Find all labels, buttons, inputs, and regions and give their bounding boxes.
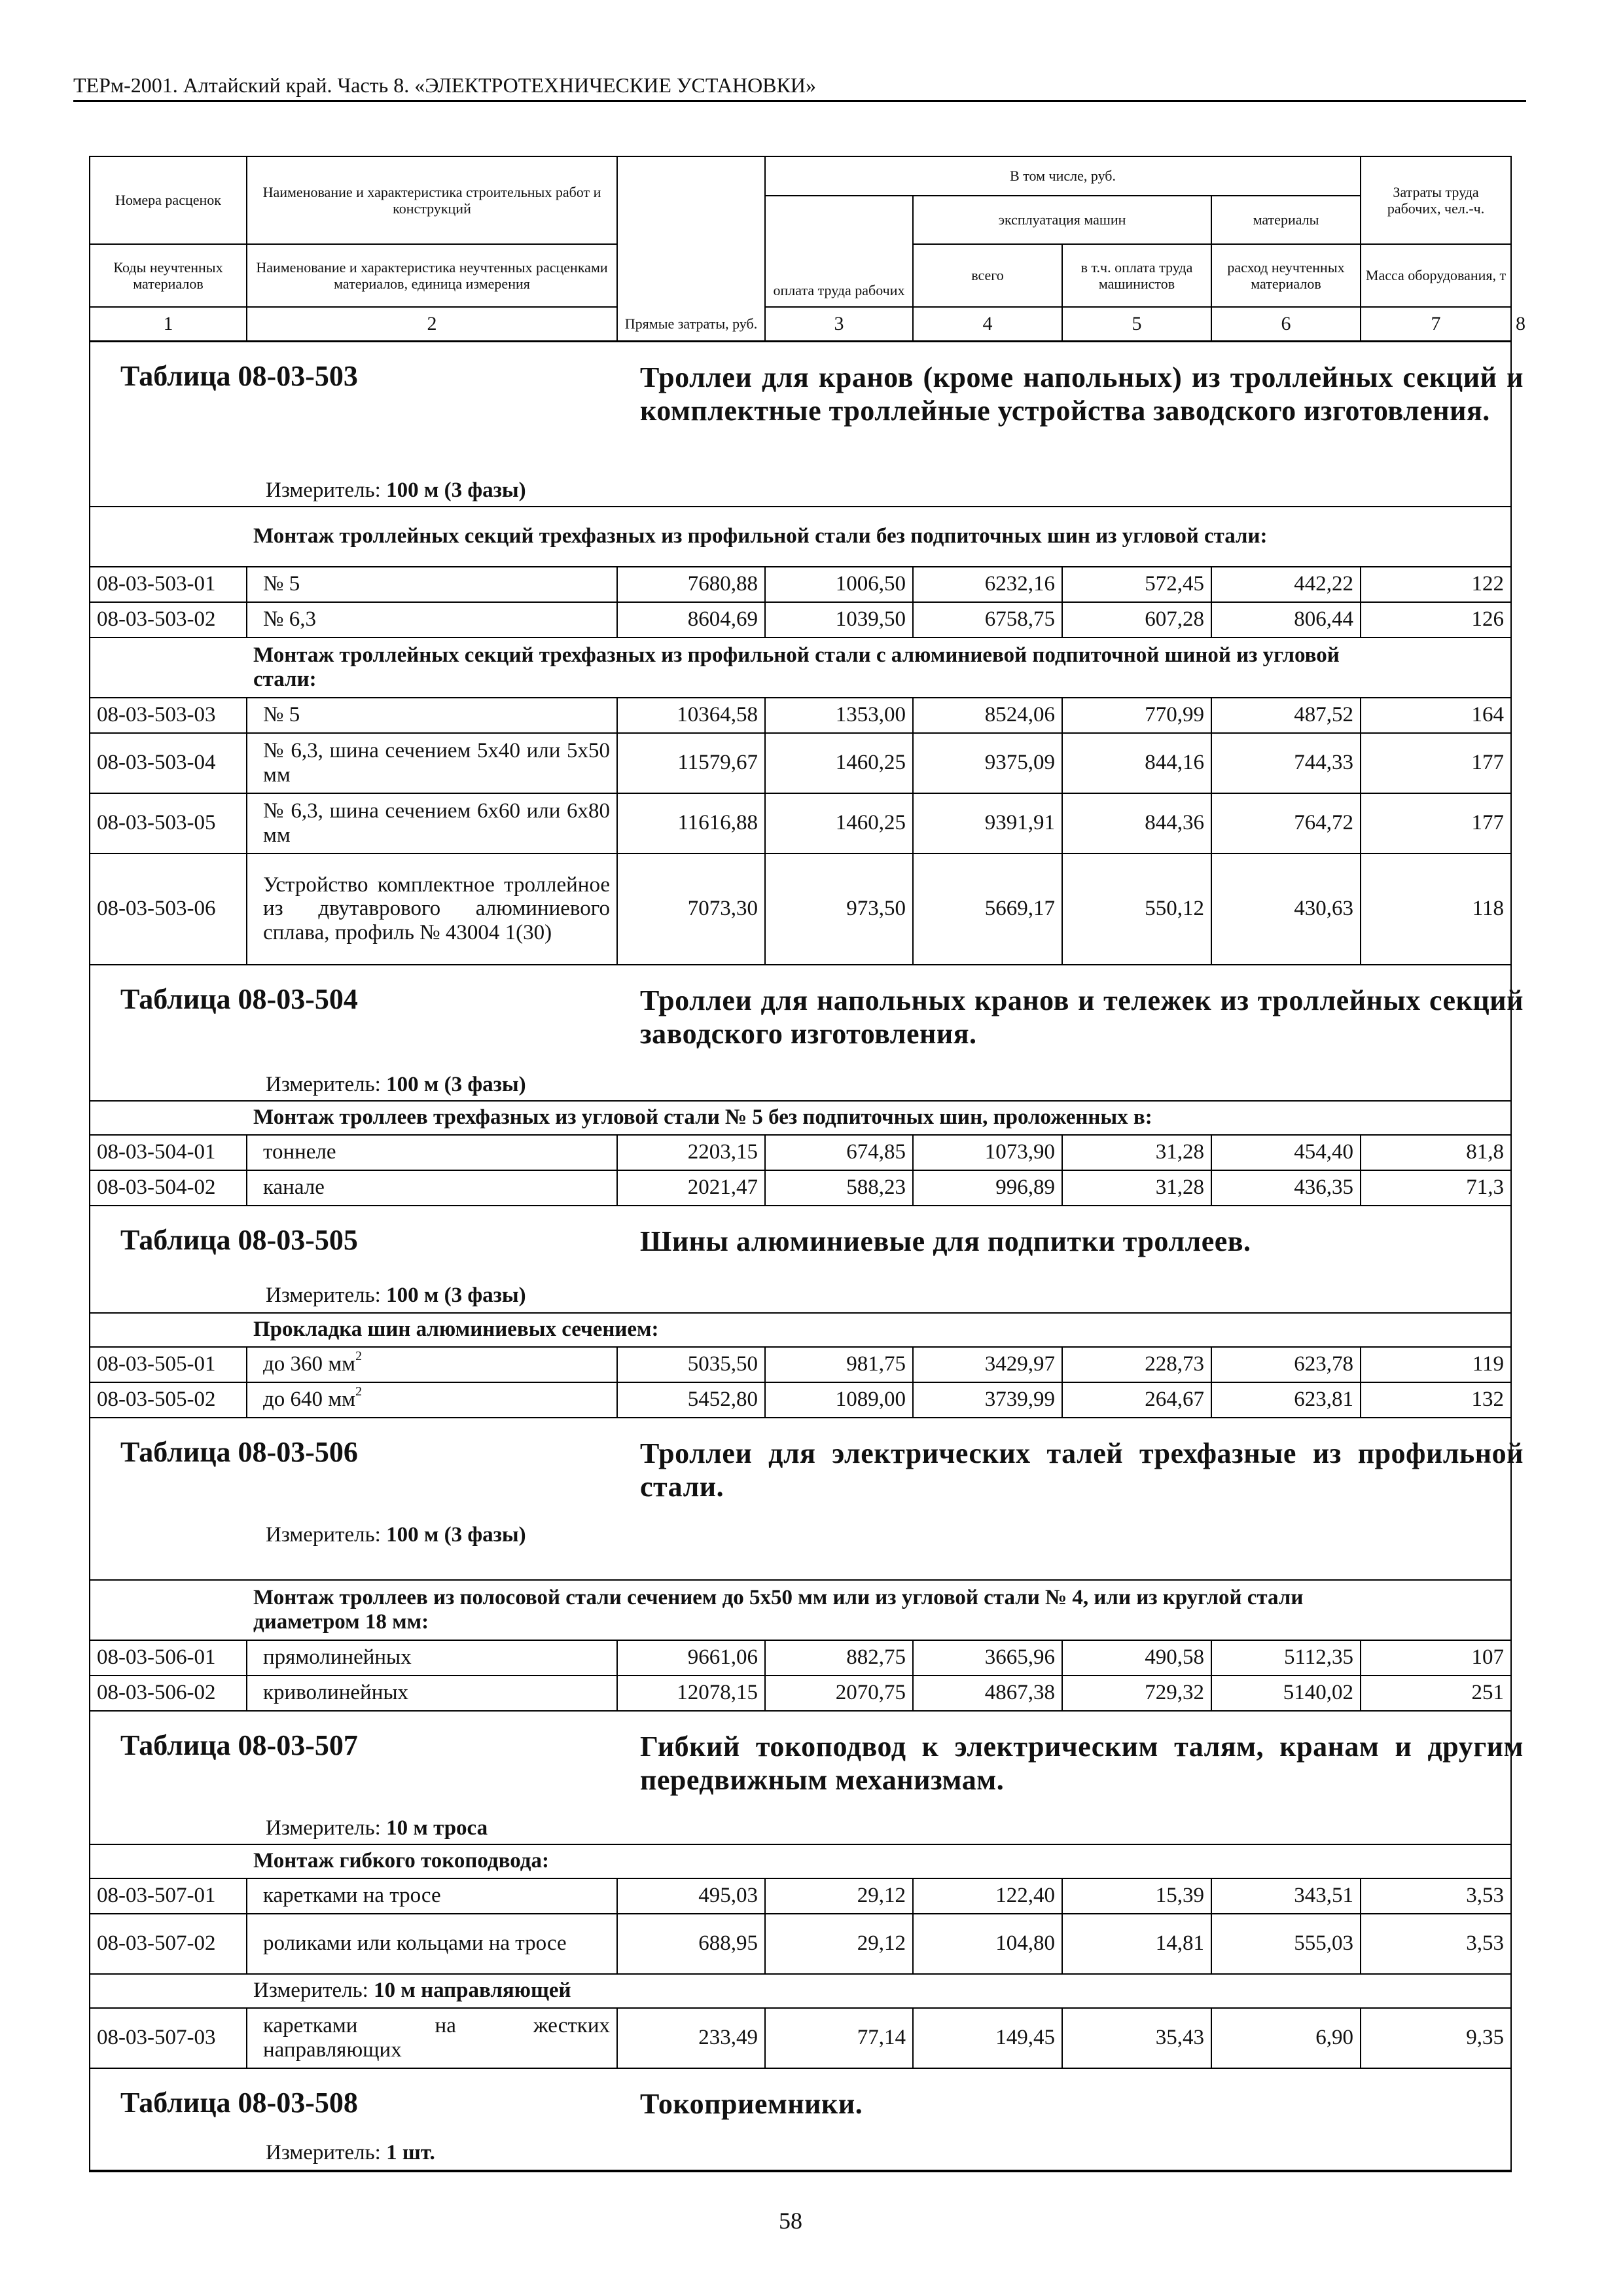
labor-cost: 882,75 — [765, 1640, 913, 1676]
measure-unit: Измеритель: 10 м направляющей — [247, 1974, 1511, 2008]
labor-hours: 251 — [1361, 1676, 1511, 1711]
col-num-7: 7 — [1361, 307, 1511, 341]
table-row — [90, 1170, 1511, 1206]
materials-cost: 5140,02 — [1211, 1676, 1361, 1711]
group-row — [90, 507, 1511, 567]
machine-cost: 122,40 — [913, 1878, 1062, 1914]
col-head-2b: Наименование и характеристика неучтенных расценками материалов, единица измерения — [247, 244, 617, 307]
work-name: Устройство комплектное троллейное из двутаврового алюминиевого сплава, профиль № 43004 1(30) — [247, 853, 617, 965]
page-number: 58 — [779, 2208, 802, 2234]
operator-wages: 572,45 — [1062, 567, 1211, 602]
group-row — [90, 1313, 1511, 1347]
direct-cost: 495,03 — [617, 1878, 765, 1914]
labor-cost: 1006,50 — [765, 567, 913, 602]
work-name: каретками на жестких направляющих — [247, 2008, 617, 2068]
col-head-materials: материалы — [1211, 196, 1361, 244]
machine-cost: 1073,90 — [913, 1135, 1062, 1170]
operator-wages: 31,28 — [1062, 1170, 1211, 1206]
price-code: 08-03-503-02 — [90, 602, 247, 637]
direct-cost: 2021,47 — [617, 1170, 765, 1206]
measure-unit: Измеритель: 10 м троса — [266, 1816, 488, 1840]
table-title: Таблица 08-03-505 — [120, 1223, 358, 1256]
table-description: Троллеи для напольных кранов и тележек из троллейных секций заводского изготовления. — [640, 984, 1524, 1050]
labor-hours: 122 — [1361, 567, 1511, 602]
materials-cost: 343,51 — [1211, 1878, 1361, 1914]
direct-cost: 7073,30 — [617, 853, 765, 965]
table-title: Таблица 08-03-504 — [120, 982, 358, 1015]
direct-cost: 2203,15 — [617, 1135, 765, 1170]
table-title: Таблица 08-03-508 — [120, 2086, 358, 2119]
operator-wages: 15,39 — [1062, 1878, 1211, 1914]
col-num-6: 6 — [1211, 307, 1361, 341]
labor-cost: 77,14 — [765, 2008, 913, 2068]
materials-cost: 5112,35 — [1211, 1640, 1361, 1676]
work-name: № 6,3, шина сечением 6х60 или 6х80 мм — [247, 793, 617, 853]
price-code: 08-03-507-01 — [90, 1878, 247, 1914]
col-head-8a: Затраты труда рабочих, чел.-ч. — [1361, 156, 1511, 244]
table-row — [90, 793, 1511, 853]
table-title: Таблица 08-03-507 — [120, 1729, 358, 1761]
table-row — [90, 602, 1511, 637]
materials-cost: 430,63 — [1211, 853, 1361, 965]
labor-hours: 81,8 — [1361, 1135, 1511, 1170]
machine-cost: 6758,75 — [913, 602, 1062, 637]
table-row — [90, 2008, 1511, 2068]
direct-cost: 11579,67 — [617, 733, 765, 793]
group-row — [90, 1844, 1511, 1878]
machine-cost: 9391,91 — [913, 793, 1062, 853]
price-code: 08-03-503-04 — [90, 733, 247, 793]
col-head-machines: эксплуатация машин — [913, 196, 1211, 244]
group-row — [90, 1101, 1511, 1135]
labor-hours: 118 — [1361, 853, 1511, 965]
direct-cost: 233,49 — [617, 2008, 765, 2068]
col-head-8b: Масса оборудования, т — [1361, 244, 1511, 307]
table-505-heading — [90, 1206, 1511, 1313]
price-code: 08-03-503-01 — [90, 567, 247, 602]
machine-cost: 104,80 — [913, 1914, 1062, 1974]
table-507-heading — [90, 1711, 1511, 1844]
price-code: 08-03-504-02 — [90, 1170, 247, 1206]
materials-cost: 454,40 — [1211, 1135, 1361, 1170]
materials-cost: 442,22 — [1211, 567, 1361, 602]
labor-hours: 119 — [1361, 1347, 1511, 1382]
col-head-6: в т.ч. оплата труда машинистов — [1062, 244, 1211, 307]
price-table — [89, 156, 1526, 2172]
materials-cost: 764,72 — [1211, 793, 1361, 853]
labor-hours: 164 — [1361, 698, 1511, 733]
direct-cost: 12078,15 — [617, 1676, 765, 1711]
work-name: каретками на тросе — [247, 1878, 617, 1914]
work-name: роликами или кольцами на тросе — [247, 1914, 617, 1974]
price-code: 08-03-503-03 — [90, 698, 247, 733]
direct-cost: 8604,69 — [617, 602, 765, 637]
table-row — [90, 1878, 1511, 1914]
table-row — [90, 853, 1511, 965]
operator-wages: 729,32 — [1062, 1676, 1211, 1711]
machine-cost: 6232,16 — [913, 567, 1062, 602]
operator-wages: 228,73 — [1062, 1347, 1211, 1382]
table-description: Гибкий токоподвод к электрическим талям, кранам и другим передвижным механизмам. — [640, 1730, 1524, 1796]
labor-hours: 177 — [1361, 733, 1511, 793]
header-row-1 — [90, 156, 1511, 196]
materials-cost: 744,33 — [1211, 733, 1361, 793]
work-name: криволинейных — [247, 1676, 617, 1711]
labor-hours: 132 — [1361, 1382, 1511, 1418]
materials-cost: 436,35 — [1211, 1170, 1361, 1206]
table-508-heading — [90, 2068, 1511, 2171]
price-code: 08-03-504-01 — [90, 1135, 247, 1170]
direct-cost: 5035,50 — [617, 1347, 765, 1382]
table-description: Шины алюминиевые для подпитки троллеев. — [640, 1225, 1251, 1257]
labor-hours: 3,53 — [1361, 1878, 1511, 1914]
group-title: Монтаж троллеев из полосовой стали сечением до 5х50 мм или из угловой стали № 4, или из круглой стали диаметром 18 мм: — [247, 1580, 1511, 1640]
work-name: № 5 — [247, 698, 617, 733]
labor-cost: 1089,00 — [765, 1382, 913, 1418]
direct-cost: 5452,80 — [617, 1382, 765, 1418]
labor-hours: 71,3 — [1361, 1170, 1511, 1206]
machine-cost: 4867,38 — [913, 1676, 1062, 1711]
materials-cost: 487,52 — [1211, 698, 1361, 733]
labor-cost: 973,50 — [765, 853, 913, 965]
operator-wages: 14,81 — [1062, 1914, 1211, 1974]
machine-cost: 9375,09 — [913, 733, 1062, 793]
group-title: Монтаж гибкого токоподвода: — [247, 1844, 1511, 1878]
machine-cost: 5669,17 — [913, 853, 1062, 965]
table-row — [90, 698, 1511, 733]
col-num-1: 1 — [90, 307, 247, 341]
machine-cost: 8524,06 — [913, 698, 1062, 733]
labor-hours: 107 — [1361, 1640, 1511, 1676]
price-code: 08-03-503-06 — [90, 853, 247, 965]
work-name: канале — [247, 1170, 617, 1206]
operator-wages: 607,28 — [1062, 602, 1211, 637]
measure-unit: Измеритель: 100 м (3 фазы) — [266, 1283, 526, 1307]
materials-cost: 623,81 — [1211, 1382, 1361, 1418]
labor-cost: 1353,00 — [765, 698, 913, 733]
table-description: Токоприемники. — [640, 2087, 863, 2120]
operator-wages: 770,99 — [1062, 698, 1211, 733]
table-description: Троллеи для кранов (кроме напольных) из троллейных секций и комплектные троллейные устройства заводского изготовления. — [640, 361, 1524, 427]
running-header: ТЕРм-2001. Алтайский край. Часть 8. «ЭЛЕКТРОТЕХНИЧЕСКИЕ УСТАНОВКИ» — [73, 73, 1526, 102]
group-title: Монтаж троллеев трехфазных из угловой стали № 5 без подпиточных шин, проложенных в: — [247, 1101, 1511, 1135]
table-row — [90, 733, 1511, 793]
machine-cost: 3739,99 — [913, 1382, 1062, 1418]
direct-cost: 688,95 — [617, 1914, 765, 1974]
work-name: до 640 $мм^2$ — [247, 1382, 617, 1418]
price-code: 08-03-507-03 — [90, 2008, 247, 2068]
labor-cost: 1460,25 — [765, 793, 913, 853]
materials-cost: 6,90 — [1211, 2008, 1361, 2068]
labor-cost: 981,75 — [765, 1347, 913, 1382]
table-description: Троллеи для электрических талей трехфазные из профильной стали. — [640, 1437, 1524, 1503]
labor-cost: 674,85 — [765, 1135, 913, 1170]
col-head-3: Прямые затраты, руб. — [617, 156, 765, 341]
col-head-2a: Наименование и характеристика строительных работ и конструкций — [247, 156, 617, 244]
table-row — [90, 1347, 1511, 1382]
col-head-incl: В том числе, руб. — [765, 156, 1361, 196]
table-title: Таблица 08-03-503 — [120, 359, 358, 392]
direct-cost: 11616,88 — [617, 793, 765, 853]
col-num-5: 5 — [1062, 307, 1211, 341]
measure-unit: Измеритель: 100 м (3 фазы) — [266, 1522, 526, 1547]
group-title: Монтаж троллейных секций трехфазных из профильной стали без подпиточных шин из угловой стали: — [247, 507, 1511, 567]
labor-hours: 126 — [1361, 602, 1511, 637]
col-num-2: 2 — [247, 307, 617, 341]
labor-cost: 29,12 — [765, 1914, 913, 1974]
table-row — [90, 1135, 1511, 1170]
table-row — [90, 1640, 1511, 1676]
materials-cost: 806,44 — [1211, 602, 1361, 637]
col-head-7: расход неучтенных материалов — [1211, 244, 1361, 307]
labor-hours: 9,35 — [1361, 2008, 1511, 2068]
table-row — [90, 1914, 1511, 1974]
col-num-3: 3 — [765, 307, 913, 341]
materials-cost: 555,03 — [1211, 1914, 1361, 1974]
operator-wages: 31,28 — [1062, 1135, 1211, 1170]
unit-superscript: 2 — [355, 1349, 362, 1364]
table-title: Таблица 08-03-506 — [120, 1435, 358, 1468]
unit-superscript: 2 — [355, 1384, 362, 1399]
operator-wages: 844,16 — [1062, 733, 1211, 793]
machine-cost: 996,89 — [913, 1170, 1062, 1206]
labor-hours: 177 — [1361, 793, 1511, 853]
group-title: Прокладка шин алюминиевых сечением: — [247, 1313, 1511, 1347]
price-code: 08-03-505-01 — [90, 1347, 247, 1382]
col-head-4: оплата труда рабочих — [765, 196, 913, 307]
direct-cost: 9661,06 — [617, 1640, 765, 1676]
operator-wages: 35,43 — [1062, 2008, 1211, 2068]
price-code: 08-03-503-05 — [90, 793, 247, 853]
price-code: 08-03-506-01 — [90, 1640, 247, 1676]
table-row — [90, 567, 1511, 602]
group-row — [90, 637, 1511, 698]
table-row — [90, 1382, 1511, 1418]
machine-cost: 3665,96 — [913, 1640, 1062, 1676]
materials-cost: 623,78 — [1211, 1347, 1361, 1382]
direct-cost: 7680,88 — [617, 567, 765, 602]
measure-unit: Измеритель: 100 м (3 фазы) — [266, 1072, 526, 1096]
group-title: Монтаж троллейных секций трехфазных из профильной стали с алюминиевой подпиточной шиной из угловой стали: — [247, 637, 1511, 698]
work-name: прямолинейных — [247, 1640, 617, 1676]
machine-cost: 3429,97 — [913, 1347, 1062, 1382]
machine-cost: 149,45 — [913, 2008, 1062, 2068]
direct-cost: 10364,58 — [617, 698, 765, 733]
table-504-heading — [90, 965, 1511, 1101]
labor-cost: 29,12 — [765, 1878, 913, 1914]
col-head-1a: Номера расценок — [90, 156, 247, 244]
work-name: № 6,3, шина сечением 5х40 или 5х50 мм — [247, 733, 617, 793]
work-name: до 360 $мм^2$ — [247, 1347, 617, 1382]
col-head-1b: Коды неучтенных материалов — [90, 244, 247, 307]
work-name: № 5 — [247, 567, 617, 602]
table-503-heading — [90, 341, 1511, 507]
column-numbers-row: 1 2 3 4 5 6 7 8 — [90, 307, 1511, 341]
table-506-heading — [90, 1418, 1511, 1580]
col-num-4: 4 — [913, 307, 1062, 341]
price-code: 08-03-507-02 — [90, 1914, 247, 1974]
labor-hours: 3,53 — [1361, 1914, 1511, 1974]
labor-cost: 2070,75 — [765, 1676, 913, 1711]
col-head-5: всего — [913, 244, 1062, 307]
labor-cost: 1460,25 — [765, 733, 913, 793]
measure-unit: Измеритель: 100 м (3 фазы) — [266, 478, 526, 502]
measure-row — [90, 1974, 1511, 2008]
operator-wages: 844,36 — [1062, 793, 1211, 853]
work-name: тоннеле — [247, 1135, 617, 1170]
labor-cost: 588,23 — [765, 1170, 913, 1206]
table-row — [90, 1676, 1511, 1711]
work-name: № 6,3 — [247, 602, 617, 637]
operator-wages: 490,58 — [1062, 1640, 1211, 1676]
labor-cost: 1039,50 — [765, 602, 913, 637]
price-table-frame — [89, 156, 1526, 2172]
operator-wages: 264,67 — [1062, 1382, 1211, 1418]
measure-unit: Измеритель: 1 шт. — [266, 2140, 435, 2164]
price-code: 08-03-506-02 — [90, 1676, 247, 1711]
operator-wages: 550,12 — [1062, 853, 1211, 965]
price-code: 08-03-505-02 — [90, 1382, 247, 1418]
group-row — [90, 1580, 1511, 1640]
